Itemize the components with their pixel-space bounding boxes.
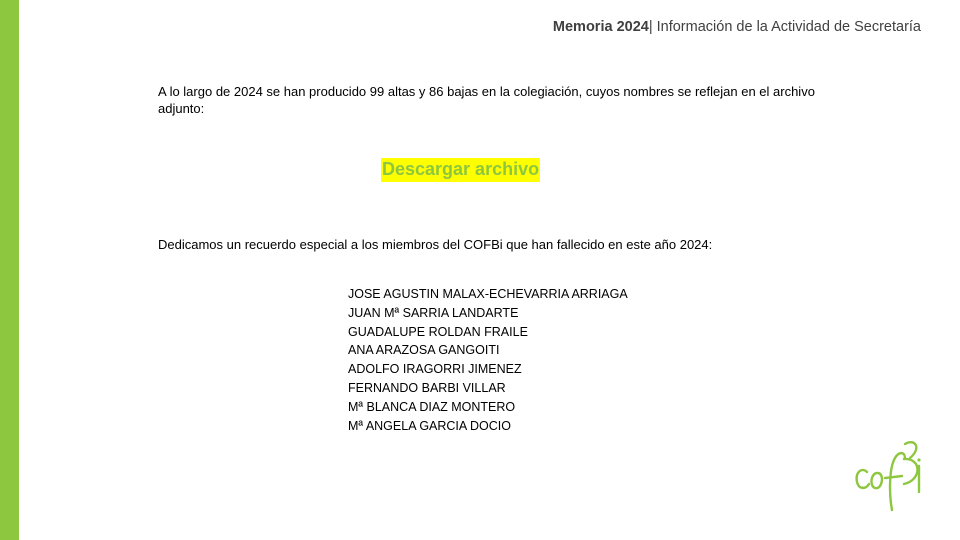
- dedication-paragraph: Dedicamos un recuerdo especial a los miembros del COFBi que han fallecido en este año 2024:: [158, 237, 713, 252]
- download-file-link[interactable]: Descargar archivo: [381, 158, 540, 182]
- cofbi-logo-icon: [852, 434, 928, 512]
- intro-paragraph: A lo largo de 2024 se han producido 99 altas y 86 bajas en la colegiación, cuyos nombres se reflejan en el archivo adjunto:: [158, 84, 815, 116]
- list-item: FERNANDO BARBI VILLAR: [348, 380, 506, 395]
- list-item: Mª ANGELA GARCIA DOCIO: [348, 418, 512, 433]
- left-accent-bar: [0, 0, 19, 540]
- list-item: GUADALUPE ROLDAN FRAILE: [348, 324, 528, 339]
- header-title-bold: Memoria 2024: [552, 19, 649, 35]
- page-header: [553, 19, 921, 35]
- list-item: ANA ARAZOSA GANGOITI: [348, 343, 500, 358]
- names-list: [348, 285, 628, 435]
- list-item: ADOLFO IRAGORRI JIMENEZ: [348, 362, 522, 377]
- list-item: Mª BLANCA DIAZ MONTERO: [348, 399, 516, 414]
- header-title-rest: | Información de la Actividad de Secretaría: [648, 19, 921, 35]
- list-item: JUAN Mª SARRIA LANDARTE: [348, 305, 519, 320]
- list-item: JOSE AGUSTIN MALAX-ECHEVARRIA ARRIAGA: [348, 287, 628, 301]
